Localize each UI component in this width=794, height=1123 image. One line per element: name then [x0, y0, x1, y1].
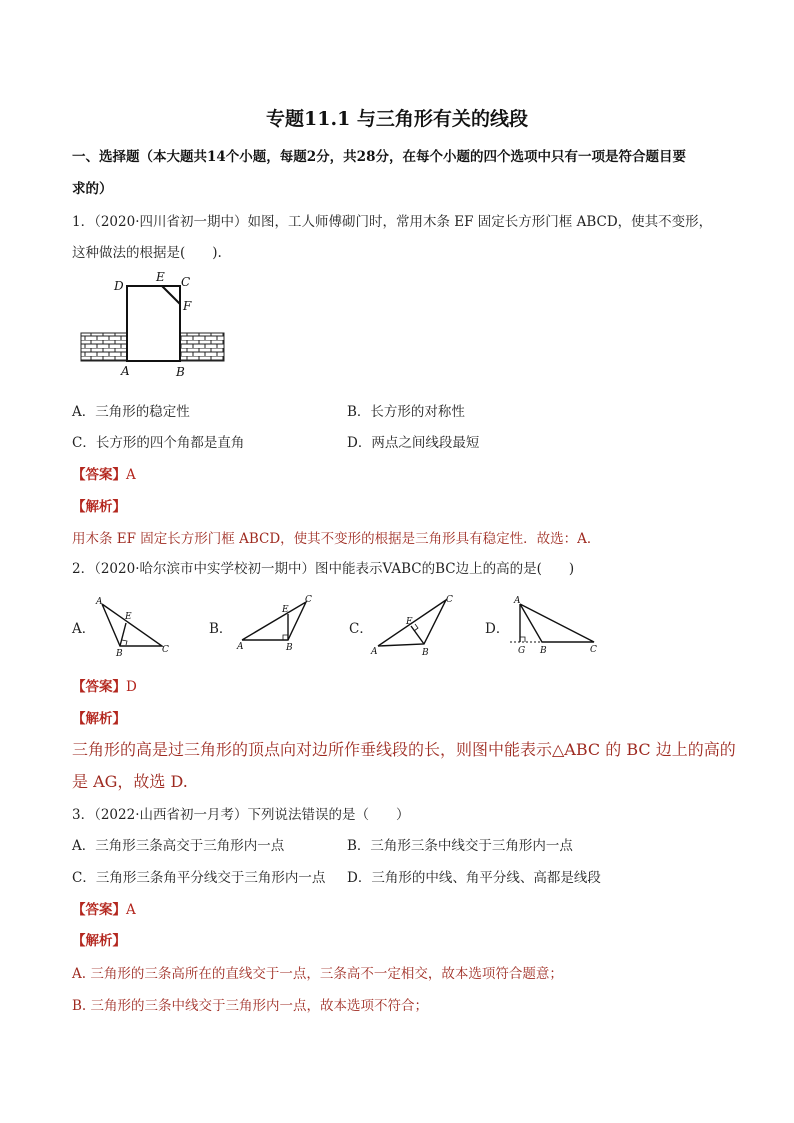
q3-option-c: C．三角形三条角平分线交于三角形内一点 — [72, 870, 326, 886]
label-c: C — [590, 645, 597, 655]
q3-explanation-line1: A. 三角形的三条高所在的直线交于一点，三条高不一定相交，故本选项符合题意； — [72, 966, 563, 982]
label-e: E — [125, 612, 132, 622]
q2-answer — [72, 675, 137, 695]
q2-option-d: D． — [485, 621, 510, 637]
label-b: B — [422, 648, 429, 658]
q1-door-frame-figure — [76, 268, 228, 380]
answer-label: 【答案】 — [72, 902, 126, 918]
q2-option-c: C． — [349, 621, 373, 637]
q1-stem-line1: 1．（2020·四川省初一期中）如图，工人师傅砌门时，常用木条 EF 固定长方形门框 ABCD，使其不变形， — [72, 214, 713, 230]
q2-option-a: A． — [72, 621, 96, 637]
page-title: 专题11.1 与三角形有关的线段 — [266, 108, 528, 130]
section-heading-line2: 求的） — [72, 181, 113, 197]
q3-answer — [72, 898, 136, 918]
q1-stem-line2: 这种做法的根据是( ). — [72, 245, 222, 261]
label-b: B — [540, 646, 547, 656]
label-g: G — [518, 646, 526, 656]
right-brick-wall — [180, 333, 224, 361]
answer-value: A — [126, 467, 136, 483]
answer-label: 【答案】 — [72, 467, 126, 483]
label-b: B — [176, 365, 185, 379]
label-f: F — [183, 299, 192, 313]
q3-stem: 3．（2022·山西省初一月考）下列说法错误的是（ ） — [72, 807, 410, 823]
q1-option-d: D．两点之间线段最短 — [347, 435, 480, 451]
q2-explanation-line2: 是 AG，故选 D. — [72, 772, 188, 791]
label-c: C — [305, 595, 312, 605]
q2-stem: 2．（2020·哈尔滨市中实学校初一期中）图中能表示VABC的BC边上的高的是( ) — [72, 561, 575, 577]
label-a: A — [371, 647, 378, 657]
q2-explain-label: 【解析】 — [72, 711, 126, 727]
q1-option-a: A．三角形的稳定性 — [72, 404, 190, 420]
q2-figure-b — [232, 594, 316, 656]
q3-option-b: B．三角形三条中线交于三角形内一点 — [347, 838, 573, 854]
label-e: E — [282, 605, 289, 615]
q1-option-c: C．长方形的四个角都是直角 — [72, 435, 245, 451]
q2-figure-a — [92, 594, 176, 656]
q1-explanation: 用木条 EF 固定长方形门框 ABCD，使其不变形的根据是三角形具有稳定性．故选：A． — [72, 531, 601, 547]
q2-figure-d — [504, 594, 604, 658]
q1-explain-label: 【解析】 — [72, 499, 126, 515]
q2-figure-c — [368, 594, 462, 658]
q1-answer — [72, 463, 136, 483]
answer-value: D — [126, 679, 137, 695]
label-e: E — [406, 617, 413, 627]
left-brick-wall — [81, 333, 127, 361]
label-a: A — [121, 364, 130, 378]
label-b: B — [286, 643, 293, 653]
q3-explanation-line2: B. 三角形的三条中线交于三角形内一点，故本选项不符合； — [72, 998, 429, 1014]
label-e: E — [156, 270, 165, 284]
q1-option-b: B．长方形的对称性 — [347, 404, 465, 420]
label-a: A — [514, 596, 521, 606]
answer-value: A — [126, 902, 136, 918]
q3-explain-label: 【解析】 — [72, 933, 126, 949]
section-heading-line1: 一、选择题（本大题共14个小题，每题2分，共28分，在每个小题的四个选项中只有一项是符合题目要 — [72, 149, 686, 165]
q3-option-d: D．三角形的中线、角平分线、高都是线段 — [347, 870, 601, 886]
label-c: C — [446, 595, 453, 605]
label-c: C — [181, 275, 191, 289]
answer-label: 【答案】 — [72, 679, 126, 695]
label-d: D — [114, 279, 124, 293]
q2-explanation-line1: 三角形的高是过三角形的顶点向对边所作垂线段的长，则图中能表示△ABC 的 BC 边上的高的 — [72, 740, 736, 759]
label-a: A — [237, 642, 244, 652]
q2-option-b: B． — [209, 621, 233, 637]
label-a: A — [96, 597, 103, 607]
label-c: C — [162, 645, 169, 655]
q3-option-a: A．三角形三条高交于三角形内一点 — [72, 838, 285, 854]
label-b: B — [116, 649, 123, 656]
